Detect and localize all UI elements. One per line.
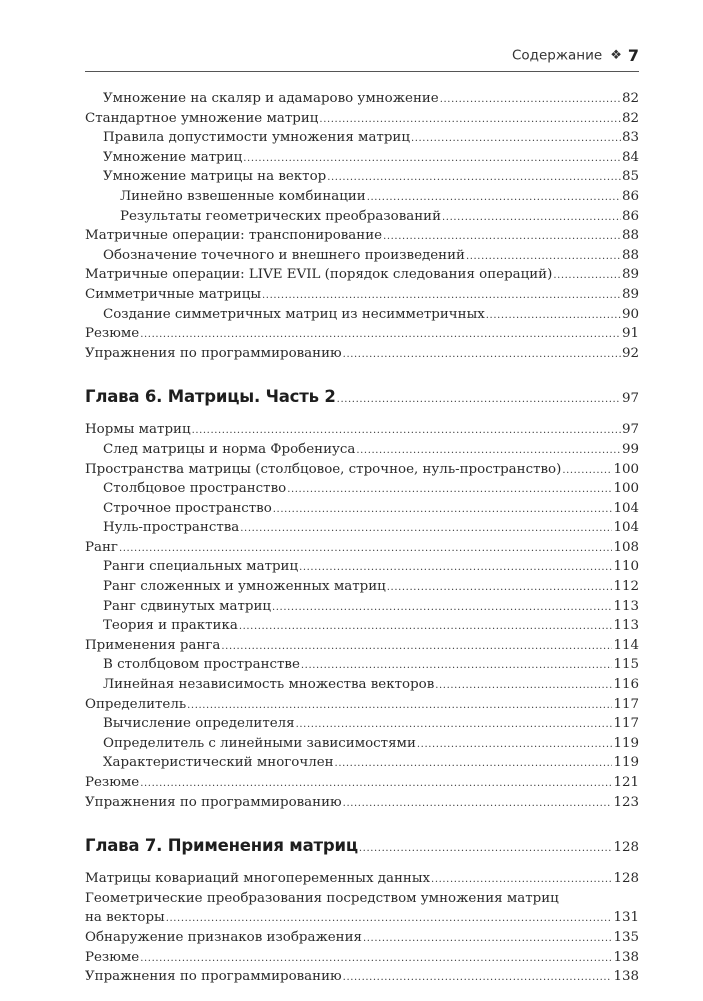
toc-entry[interactable]: Применения ранга ..... 114 (85, 636, 639, 656)
toc-entry[interactable]: Результаты геометрических преобразований ..... 86 (85, 207, 639, 227)
toc-entry[interactable]: Ранг сдвинутых матриц ..... 113 (85, 597, 639, 617)
toc-entry-title-line1: Геометрические преобразования посредством умножения матриц (85, 890, 559, 906)
toc-entry[interactable]: Теория и практика ..... 113 (85, 616, 639, 636)
toc-entry[interactable]: Умножение матрицы на вектор ..... 85 (85, 167, 639, 187)
toc-entry[interactable]: Столбцовое пространство ..... 100 (85, 479, 639, 499)
toc-entry[interactable]: Строчное пространство ..... 104 (85, 499, 639, 519)
toc-entry[interactable]: Определитель ..... 117 (85, 695, 639, 715)
toc-entry[interactable]: Создание симметричных матриц из несимметричных ..... 90 (85, 305, 639, 325)
ornament-icon: ❖ (610, 48, 622, 63)
toc-entry[interactable]: Линейно взвешенные комбинации ..... 86 (85, 187, 639, 207)
toc-entry[interactable]: Умножение на скаляр и адамарово умножение ..... 82 (85, 89, 639, 109)
toc-entry[interactable]: Определитель с линейными зависимостями ..... 119 (85, 734, 639, 754)
toc-entry[interactable]: Обнаружение признаков изображения ..... 135 (85, 928, 639, 948)
toc-entry[interactable]: След матрицы и норма Фробениуса ..... 99 (85, 440, 639, 460)
toc-entry[interactable]: Нормы матриц ..... 97 (85, 420, 639, 440)
toc-entry[interactable]: Симметричные матрицы ..... 89 (85, 285, 639, 305)
toc-entry[interactable]: Пространства матрицы (столбцовое, строчное, нуль-пространство) ..... 100 (85, 460, 639, 480)
toc-entry[interactable]: Линейная независимость множества векторов ..... 116 (85, 675, 639, 695)
toc-entry[interactable]: Вычисление определителя ..... 117 (85, 714, 639, 734)
chapter-heading-6[interactable]: Глава 6. Матрицы. Часть 2 ..... 97 (85, 387, 639, 411)
toc-entry[interactable]: Матричные операции: транспонирование ..... 88 (85, 226, 639, 246)
toc-entry[interactable]: Умножение матриц ..... 84 (85, 148, 639, 168)
toc-entry[interactable]: Матрицы ковариаций многопеременных данных ..... 128 (85, 869, 639, 889)
toc-entry[interactable]: Правила допустимости умножения матриц ..... 83 (85, 128, 639, 148)
toc-entry[interactable]: Резюме ..... 138 (85, 948, 639, 968)
toc-entry[interactable]: Упражнения по программированию ..... 138 (85, 967, 639, 987)
toc-entry[interactable]: Ранг сложенных и умноженных матриц ..... 112 (85, 577, 639, 597)
toc-entry[interactable]: Резюме ..... 91 (85, 324, 639, 344)
toc-entry[interactable]: Матричные операции: LIVE EVIL (порядок следования операций) ..... 89 (85, 265, 639, 285)
toc-entry[interactable]: Упражнения по программированию ..... 123 (85, 793, 639, 813)
header-title: Содержание (511, 47, 603, 64)
chapter-heading-7[interactable]: Глава 7. Применения матриц ..... 128 (85, 836, 639, 860)
page-number: 7 (627, 46, 639, 65)
toc-entry[interactable]: Ранги специальных матриц ..... 110 (85, 557, 639, 577)
toc-entry[interactable]: Обозначение точечного и внешнего произведений ..... 88 (85, 246, 639, 266)
toc-entry[interactable]: Упражнения по программированию ..... 92 (85, 344, 639, 364)
running-header (85, 46, 639, 72)
table-of-contents (85, 89, 639, 987)
toc-entry[interactable]: Характеристический многочлен ..... 119 (85, 753, 639, 773)
toc-entry[interactable]: Стандартное умножение матриц ..... 82 (85, 109, 639, 129)
toc-entry-wrapped[interactable]: Геометрические преобразования посредством умножения матриц на векторы ..... 131 (85, 889, 639, 928)
toc-entry[interactable]: В столбцовом пространстве ..... 115 (85, 655, 639, 675)
toc-entry[interactable]: Ранг ..... 108 (85, 538, 639, 558)
toc-entry[interactable]: Нуль-пространства ..... 104 (85, 518, 639, 538)
toc-entry[interactable]: Резюме ..... 121 (85, 773, 639, 793)
toc-entry-title-line2: на векторы (85, 910, 165, 926)
